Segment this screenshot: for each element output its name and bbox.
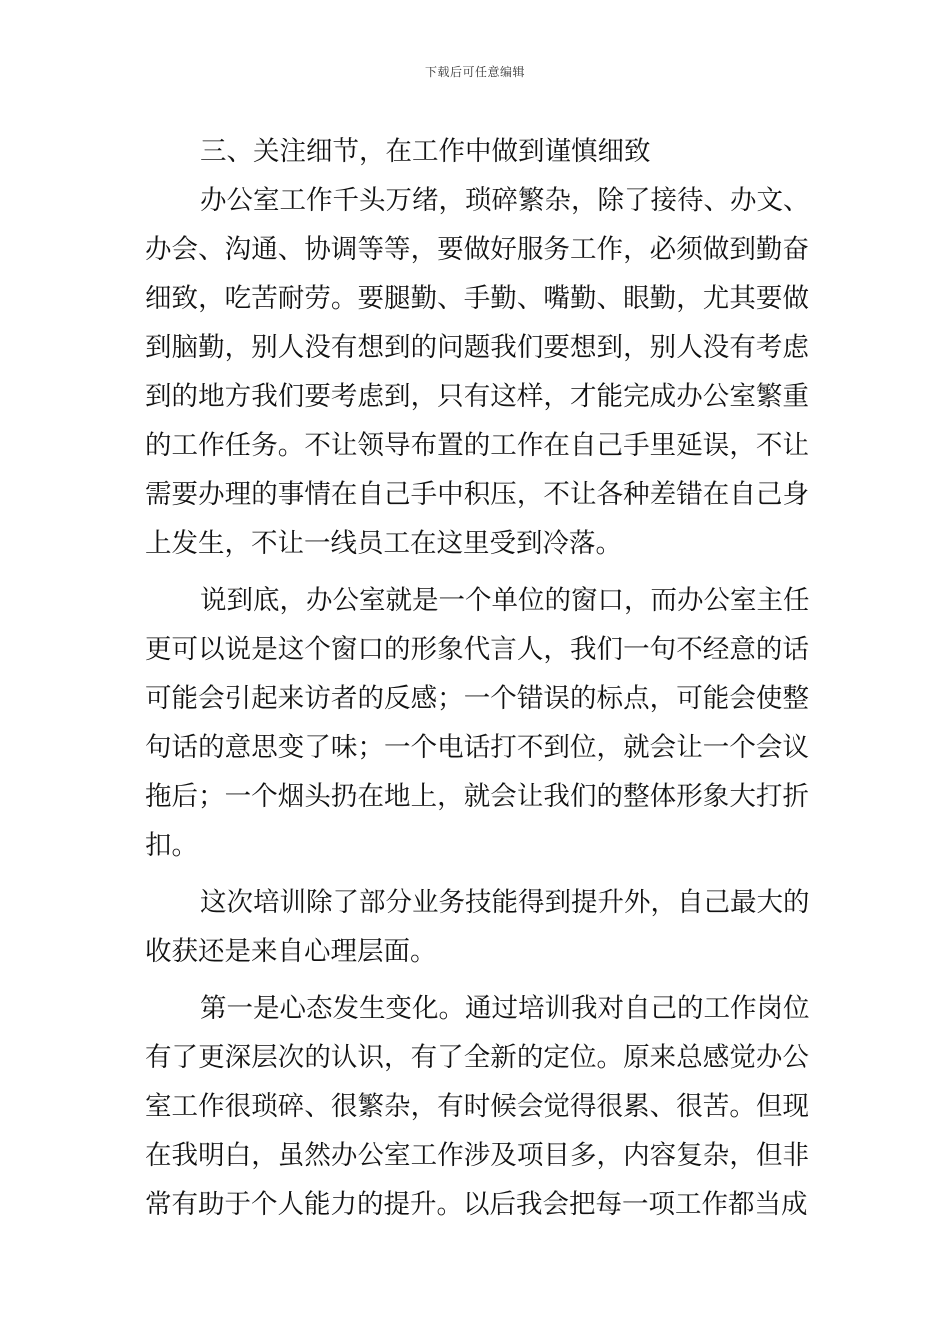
paragraph-line: 上发生，不让一线员工在这里受到冷落。 — [145, 528, 622, 559]
paragraph-container — [145, 176, 809, 1229]
paragraph-line: 说到底，办公室就是一个单位的窗口，而办公室主任 — [200, 585, 810, 616]
paragraph — [145, 878, 809, 976]
paragraph-line: 收获还是来自心理层面。 — [145, 936, 437, 967]
page-header: 下载后可任意编辑 — [424, 65, 525, 79]
paragraph-line: 的工作任务。不让领导布置的工作在自己手里延误，不让 — [145, 430, 809, 461]
paragraph-line: 有了更深层次的认识，有了全新的定位。原来总感觉办公 — [145, 1042, 809, 1073]
paragraph-line: 到脑勤，别人没有想到的问题我们要想到，别人没有考虑 — [145, 332, 809, 363]
paragraph-line: 扣。 — [145, 830, 198, 861]
paragraph-line: 办会、沟通、协调等等，要做好服务工作，必须做到勤奋 — [145, 234, 809, 265]
paragraph-line: 到的地方我们要考虑到，只有这样，才能完成办公室繁重 — [145, 381, 809, 412]
paragraph-line: 这次培训除了部分业务技能得到提升外，自己最大的 — [200, 887, 810, 918]
paragraph-line: 在我明白，虽然办公室工作涉及项目多，内容复杂，但非 — [145, 1140, 809, 1171]
paragraph-line: 句话的意思变了味；一个电话打不到位，就会让一个会议 — [145, 732, 809, 763]
paragraph-line: 办公室工作千头万绪，琐碎繁杂，除了接待、办文、 — [200, 185, 810, 216]
paragraph — [145, 176, 809, 568]
paragraph-line: 室工作很琐碎、很繁杂，有时候会觉得很累、很苦。但现 — [145, 1091, 809, 1122]
paragraph — [145, 984, 809, 1229]
section-heading: 三、关注细节，在工作中做到谨慎细致 — [200, 136, 651, 167]
paragraph-line: 常有助于个人能力的提升。以后我会把每一项工作都当成 — [145, 1189, 808, 1220]
paragraph-line: 拖后；一个烟头扔在地上，就会让我们的整体形象大打折 — [145, 781, 809, 812]
paragraph-line: 需要办理的事情在自己手中积压，不让各种差错在自己身 — [145, 479, 809, 510]
paragraph-line: 可能会引起来访者的反感；一个错误的标点，可能会使整 — [145, 683, 809, 714]
document-body — [145, 127, 809, 1229]
paragraph — [145, 576, 809, 870]
paragraph-line: 第一是心态发生变化。通过培训我对自己的工作岗位 — [200, 993, 810, 1024]
paragraph-line: 更可以说是这个窗口的形象代言人，我们一句不经意的话 — [145, 634, 809, 665]
paragraph-line: 细致，吃苦耐劳。要腿勤、手勤、嘴勤、眼勤，尤其要做 — [145, 283, 809, 314]
